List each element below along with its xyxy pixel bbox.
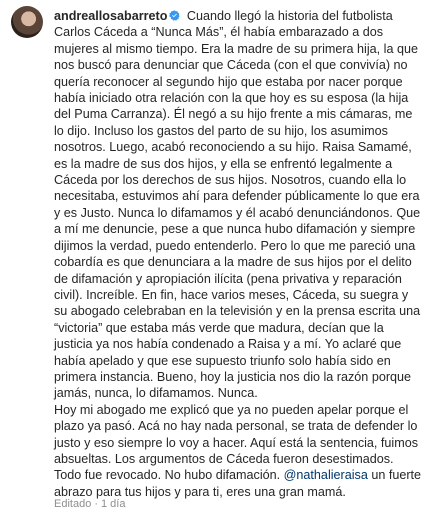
username-link[interactable]: andreallosabarreto bbox=[54, 9, 168, 23]
mention-link[interactable]: @nathalieraisa bbox=[283, 468, 368, 483]
caption-block bbox=[54, 8, 425, 500]
post-meta bbox=[54, 498, 125, 510]
meta-separator: · bbox=[94, 498, 98, 510]
verified-badge-icon bbox=[169, 10, 180, 21]
caption-text-end: un fuerte abrazo para tus hijos y para ti, eres una gran mamá. bbox=[54, 468, 425, 499]
edited-label: Editado bbox=[54, 498, 92, 510]
caption-text: Cuando llegó la historia del futbolista Carlos Cáceda a “Nunca Más”, él había embarazado a dos mujeres al mismo tiempo. Era la madre de su primera hija, la que nos buscó para denunciar que Cáceda (con el que convivía) no quería reconocer al segundo hijo que estaba por nacer porque había iniciado otra relación con la que hoy es su esposa (la hija del Puma Carranza). Él negó a su hijo frente a mis cámaras, me lo dijo. Incluso los gastos del parto de su hijo, los asumimos nosotros. Luego, acabó reconociendo a su hijo. Raisa Samamé, es la madre de sus dos hijos, y ella se enfrentó legalmente a Cáceda por los derechos de sus hijos. Nosotros, cuando ella lo necesitaba, estuvimos ahí para defender públicamente lo que era y es Justo. Nunca lo difamamos y él acabó denunciándonos. Que a mí me denuncie, pese a que nunca hubo difamación y siempre dijimos la verdad, puedo entenderlo. Pero lo que me pareció una cobardía es que denunciara a la madre de sus hijos por el delito de difamación y apropiación ilícita (pena privativa y reparación civil). Increíble. En fin, hace varios meses, Cáceda, su suegra y su abogado celebraban en la televisión y en la prensa escrita una “victoria” que estaba más verde que madura, decían que la justicia ya nos había condenado a Raisa y a mí. Yo aclaré que había apelado y que ese supuesto triunfo solo había sido en primera instancia. Bueno, hoy la justicia nos dio la razón porque jamás, nunca, lo difamamos. Nunca. Hoy mi abogado me explicó que ya no pueden apelar porque el plazo ya pasó. Acá no hay nada personal, se trata de defender lo justo y eso siempre lo voy a hacer. Aquí está la sentencia, fuimos absueltas. Los argumentos de Cáceda fueron desestimados. Todo fue revocado. No hubo difamación. bbox=[54, 9, 421, 483]
timestamp[interactable]: 1 día bbox=[100, 498, 126, 510]
profile-avatar[interactable] bbox=[11, 6, 43, 38]
